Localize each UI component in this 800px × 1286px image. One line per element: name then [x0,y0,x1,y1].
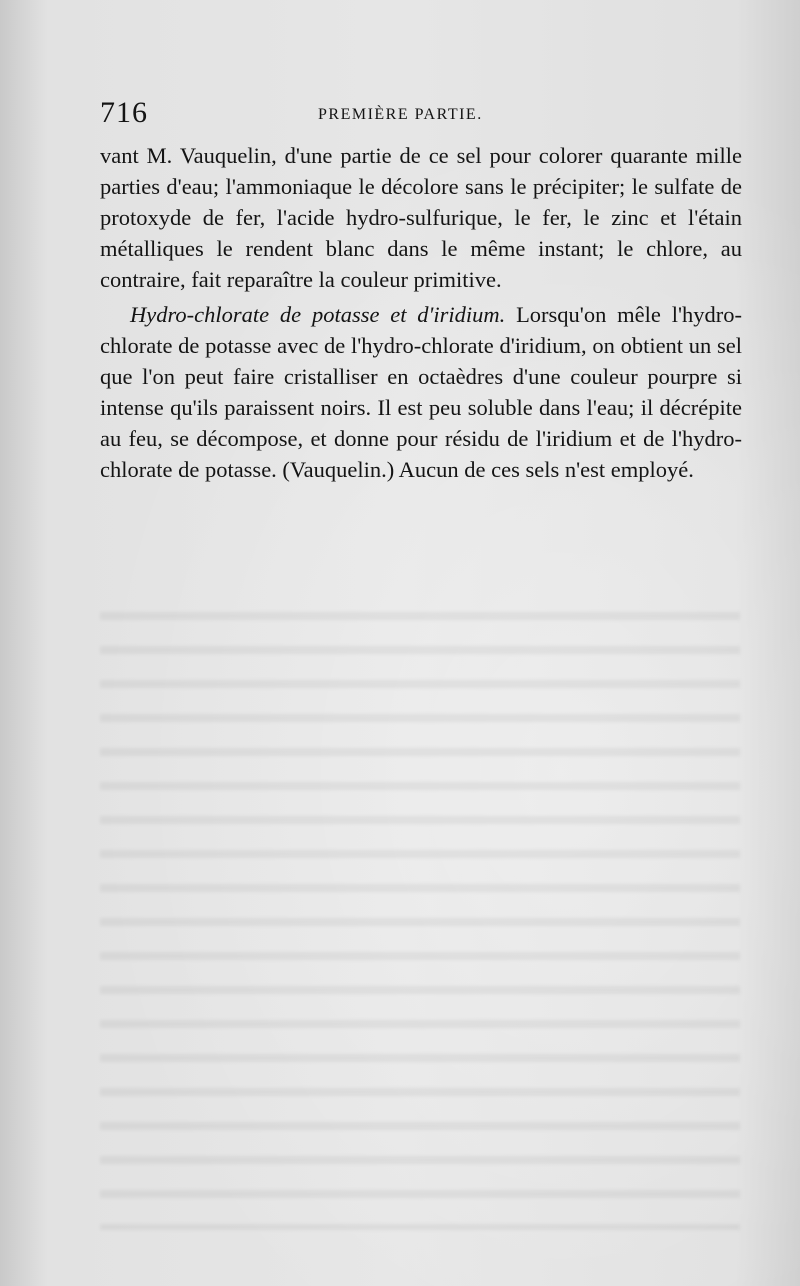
show-through-text [100,590,740,1230]
page-header [100,96,740,132]
section-title-italic: Hydro-chlorate de potasse et d'iridium. [130,302,506,327]
paragraph-2 [100,299,742,485]
paragraph-1: vant M. Vauquelin, d'une partie de ce sel pour colorer quarante mille parties d'eau; l'ammoniaque le décolore sans le précipiter; le sulfate de protoxyde de fer, l'acide hydro-sulfurique, le fer, le zinc et l'étain métalliques le rendent blanc dans le même instant; le chlore, au contraire, fait reparaître la couleur primitive. [100,143,742,292]
paragraph-2-body: Lorsqu'on mêle l'hydro-chlorate de potasse avec de l'hydro-chlorate d'iridium, on obtient un sel que l'on peut faire cristalliser en octaèdres d'une couleur pourpre si intense qu'ils paraissent noirs. Il est peu soluble dans l'eau; il décrépite au feu, se décompose, et donne pour résidu de l'iridium et de l'hydro-chlorate de potasse. (Vauquelin.) Aucun de ces sels n'est employé. [100,302,742,482]
page-number: 716 [100,96,148,129]
running-head: PREMIÈRE PARTIE. [318,106,483,123]
body-text [100,140,742,485]
